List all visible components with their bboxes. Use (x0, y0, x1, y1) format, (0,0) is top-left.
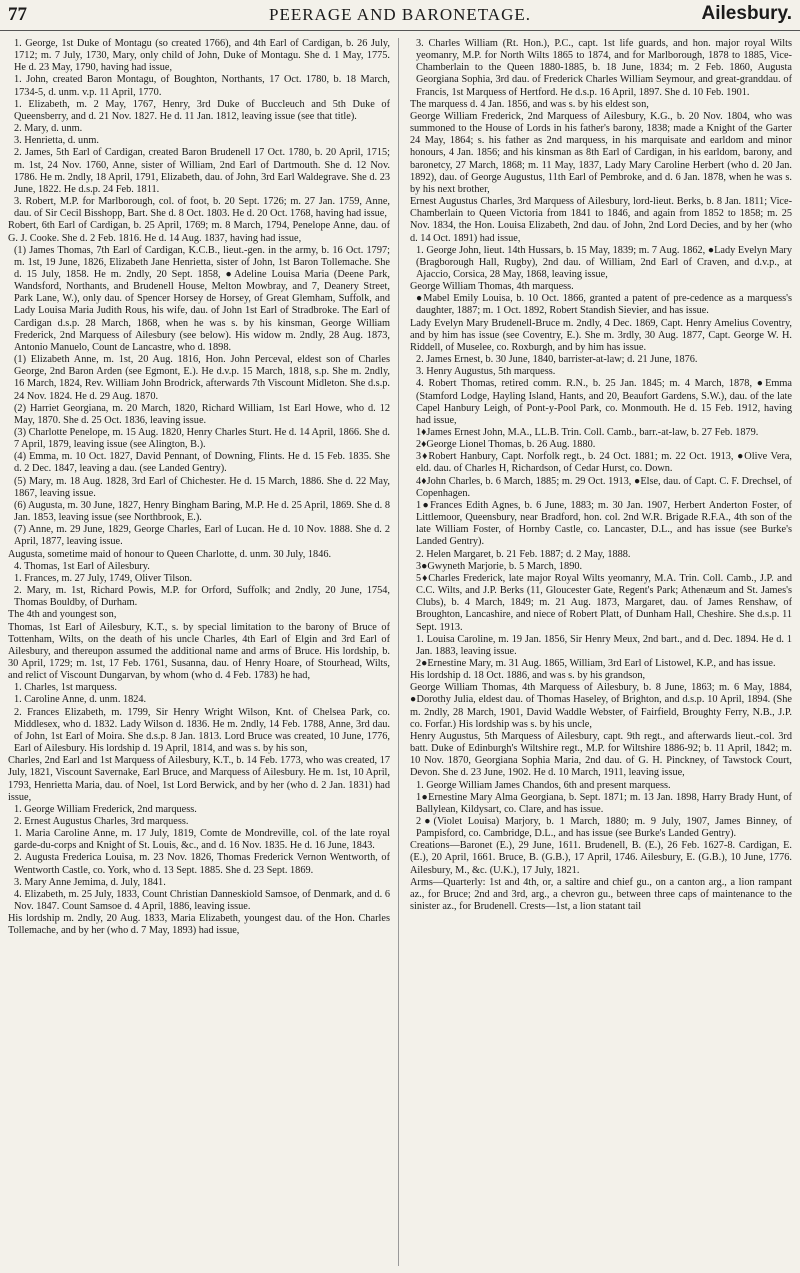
running-title: PEERAGE AND BARONETAGE. (269, 5, 531, 24)
paragraph: (6) Augusta, m. 30 June, 1827, Henry Bingham Baring, M.P. He d. 25 April, 1869. She d. 8 Jan. 1853, leaving issue (see Northbrook, E.). (14, 499, 390, 524)
paragraph: 1. Louisa Caroline, m. 19 Jan. 1856, Sir Henry Meux, 2nd bart., and d. Dec. 1894. He d. 1 Jan. 1883, leaving issue. (416, 633, 792, 657)
right-column (410, 38, 792, 1266)
paragraph: 3. Mary Anne Jemima, d. July, 1841. (14, 876, 166, 888)
entry-surname: Ailesbury. (701, 3, 792, 24)
paragraph: Augusta, sometime maid of honour to Queen Charlotte, d. unm. 30 July, 1846. (8, 548, 332, 560)
paragraph: George William Frederick, 2nd Marquess of Ailesbury, K.G., b. 20 Nov. 1804, who was summoned to the House of Lords in his father's barony, 1838; made a Knight of the Garter 24 May, 1864; s. his father as 2nd marquess, in his marquisate and earldom and minor honours, 4 Jan. 1856; and his kinsman as 8th Earl of Cardigan, in his earldom, barony, and baronetcy, 27 March, 1868; m. 11 May, 1837, Lady Mary Caroline Herbert (who d. 20 Jan. 1892), dau. of George Augustus, 11th Earl of Pembroke, and d. 6 Jan. 1878, when he was s. by his next brother, (410, 110, 792, 195)
paragraph: (7) Anne, m. 29 June, 1829, George Charles, Earl of Lucan. He d. 10 Nov. 1888. She d. 2 April, 1877, leaving issue. (14, 524, 390, 548)
paragraph: 2●Ernestine Mary, m. 31 Aug. 1865, William, 3rd Earl of Listowel, K.P., and has issue. (416, 657, 776, 669)
paragraph: 2. Mary, d. unm. (14, 123, 83, 135)
paragraph: 2. Augusta Frederica Louisa, m. 23 Nov. 1826, Thomas Frederick Vernon Wentworth, of Wentworth Castle, co. York, who d. 13 Sept. 1885. She d. 23 Sept. 1869. (14, 852, 390, 876)
paragraph: 1. Caroline Anne, d. unm. 1824. (14, 694, 147, 706)
paragraph: The marquess d. 4 Jan. 1856, and was s. by his eldest son, (410, 98, 649, 110)
paragraph: 1. John, created Baron Montagu, of Boughton, Northants, 17 Oct. 1780, b. 18 March, 1734-5, d. unm. v.p. 11 April, 1770. (14, 74, 390, 98)
paragraph: 4. Elizabeth, m. 25 July, 1833, Count Christian Danneskiold Samsoe, of Denmark, and d. 6 Nov. 1847. Count Samsoe d. 4 April, 1886, leaving issue. (14, 888, 390, 913)
paragraph: 1. Frances, m. 27 July, 1749, Oliver Tilson. (14, 572, 193, 584)
left-column (8, 38, 390, 1266)
paragraph: 2. Frances Elizabeth, m. 1799, Sir Henry Wright Wilson, Knt. of Chelsea Park, co. Middlesex, who d. 1832. Lady Wilson d. 1836. He m. 2ndly, 14 Feb. 1788, Anne, 3rd dau. of John, 1st Earl of Moira. She d.s.p. 8 Jan. 1813. Lord Bruce was created, 10 June, 1776, Earl of Ailesbury. His lordship d. 19 April, 1814, and was s. by his son, (14, 706, 390, 755)
page-number: 77 (8, 4, 27, 25)
paragraph: 2. Helen Margaret, b. 21 Feb. 1887; d. 2 May, 1888. (416, 548, 631, 560)
paragraph: 2♦George Lionel Thomas, b. 26 Aug. 1880. (416, 439, 596, 451)
column-divider (398, 38, 399, 1266)
paragraph: Henry Augustus, 5th Marquess of Ailesbury, capt. 9th regt., and afterwards lieut.-col. 3rd batt. Duke of Edinburgh's Wiltshire regt., M.P. for Wiltshire 1886-92; b. 11 April, 1842; m. 10 Nov. 1870, Georgiana Sophia Maria, 2nd dau. of G. H. Pinckney, of Tawstock Court, Devon. She d. 23 June, 1902. He d. 10 March, 1911, leaving issue, (410, 730, 792, 779)
paragraph: 2. James Ernest, b. 30 June, 1840, barrister-at-law; d. 21 June, 1876. (416, 354, 698, 366)
paragraph: 1●Frances Edith Agnes, b. 6 June, 1883; m. 30 Jan. 1907, Herbert Anderton Foster, of Littlemoor, Queensbury, near Bradford, hon. col. 2nd W.R. Brigade R.F.A., 4th son of the late William Foster, of Hornby Castle, co. Lancaster, D.L., and has issue (see Burke's Landed Gentry). (416, 499, 792, 548)
paragraph: 1. Charles, 1st marquess. (14, 682, 117, 694)
paragraph: 2. James, 5th Earl of Cardigan, created Baron Brudenell 17 Oct. 1780, b. 20 April, 1715; m. 1st, 24 Nov. 1760, Anne, sister of William, 2nd Earl of Dartmouth. She d. 12 Nov. 1786. He m. 2ndly, 18 April, 1791, Elizabeth, dau. of John, 3rd Earl Waldegrave. She d. 23 June, 1822. He d.s.p. 24 Feb. 1811. (14, 147, 390, 195)
paragraph: 3♦Robert Hanbury, Capt. Norfolk regt., b. 24 Oct. 1881; m. 22 Oct. 1913, ●Olive Vera, eld. dau. of Charles H, Richardson, of Cedar Hurst, co. Down. (416, 451, 792, 475)
paragraph: Arms—Quarterly: 1st and 4th, or, a saltire and chief gu., on a canton arg., a lion rampant az., for Bruce; 2nd and 3rd, arg., a chevron gu., between three caps of maintenance to the sinister az., for Brudenell. Crests—1st, a lion statant tail (410, 876, 792, 913)
paragraph: 1♦James Ernest John, M.A., LL.B. Trin. Coll. Camb., barr.-at-law, b. 27 Feb. 1879. (416, 427, 759, 438)
paragraph: The 4th and youngest son, (8, 609, 117, 621)
paragraph: 5♦Charles Frederick, late major Royal Wilts yeomanry, M.A. Trin. Coll. Camb., J.P. and C.C. Wilts, and J.P. Berks (11, Gloucester Gate, Regent's Park; Athenæum and St. James's Clubs), b. 4 March, 1849; m. 21 Aug. 1873, Margaret, dau. of James Renshaw, of Broughton, Lancashire, and niece of Robert Platt, of Dunham Hall, Cheshire. She d.s.p. 11 Sept. 1913. (416, 572, 792, 633)
paragraph: (1) Elizabeth Anne, m. 1st, 20 Aug. 1816, Hon. John Perceval, eldest son of Charles George, 2nd Baron Arden (see Egmont, E.). He d.v.p. 15 March, 1818, s.p. She m. 2ndly, 16 March, 1824, Rev. William John Brodrick, afterwards 7th Viscount Midleton. She d.s.p. 24 Nov. 1824. He d. 29 Aug. 1870. (14, 354, 390, 402)
paragraph: 1. George John, lieut. 14th Hussars, b. 15 May, 1839; m. 7 Aug. 1862, ●Lady Evelyn Mary (Bragborough Hall, Rugby), 2nd dau. of William, 2nd Earl of Craven, and d.v.p., at Ajaccio, Corsica, 28 May, 1868, leaving issue, (416, 244, 792, 280)
paragraph: (4) Emma, m. 10 Oct. 1827, David Pennant, of Downing, Flints. He d. 15 Feb. 1835. She d. 2 Dec. 1847, leaving a dau. (see Landed Gentry). (14, 451, 390, 475)
paragraph: Creations—Baronet (E.), 29 June, 1611. Brudenell, B. (E.), 26 Feb. 1627-8. Cardigan, E. (E.), 20 April, 1661. Bruce, B. (G.B.), 17 April, 1746. Ailesbury, E. (G.B.), 10 June, 1776. Ailesbury, M., &c. (U.K.), 17 July, 1821. (410, 840, 792, 876)
paragraph: (3) Charlotte Penelope, m. 15 Aug. 1820, Henry Charles Sturt. He d. 14 April, 1866. She d. 7 April, 1879, leaving issue (see Alington, B.). (14, 427, 390, 451)
paragraph: (5) Mary, m. 18 Aug. 1828, 3rd Earl of Chichester. He d. 15 March, 1886. She d. 22 May, 1867, leaving issue. (14, 475, 390, 499)
paragraph: Charles, 2nd Earl and 1st Marquess of Ailesbury, K.T., b. 14 Feb. 1773, who was created, 17 July, 1821, Viscount Savernake, Earl Bruce, and Marquess of Ailesbury. He m. 1st, 10 April, 1793, Henrietta Maria, dau. of Noel, 1st Lord Berwick, and by her (who d. 2 Jan. 1831) had issue, (8, 755, 390, 803)
paragraph: 1. Maria Caroline Anne, m. 17 July, 1819, Comte de Mondreville, col. of the late royal garde-du-corps and Knight of St. Louis, &c., and d. 16 Nov. 1835. He d. 16 June, 1843. (14, 828, 390, 852)
paragraph: His lordship m. 2ndly, 20 Aug. 1833, Maria Elizabeth, youngest dau. of the Hon. Charles Tollemache, and by her (who d. 7 May, 1893) had issue, (8, 913, 390, 937)
paragraph: (2) Harriet Georgiana, m. 20 March, 1820, Richard William, 1st Earl Howe, who d. 12 May, 1870. She d. 25 Oct. 1836, leaving issue. (14, 402, 390, 426)
paragraph: Ernest Augustus Charles, 3rd Marquess of Ailesbury, lord-lieut. Berks, b. 8 Jan. 1811; Vice-Chamberlain to Queen Victoria from 1841 to 1846, and again from 1852 to 1858; m. 25 Nov. 1834, the Hon. Louisa Elizabeth, 2nd dau. of John, 2nd Lord Decies, and by her (who d. 14 Oct. 1891) had issue, (410, 196, 792, 244)
paragraph: Thomas, 1st Earl of Ailesbury, K.T., s. by special limitation to the barony of Bruce of Tottenham, Wilts, on the death of his uncle Charles, 4th Earl of Elgin and 3rd Earl of Ailesbury, and thereupon assumed the additional name and arms of Bruce. His lordship, b. 30 April, 1729; m. 1st, 17 Feb. 1761, Susanna, dau. of Henry Hoare, of Stourhead, Wilts, and relict of Viscount Dungarvan, by whom (who d. 4 Feb. 1783) he had, (8, 621, 390, 682)
paragraph: 1●Ernestine Mary Alma Georgiana, b. Sept. 1871; m. 13 Jan. 1898, Harry Brady Hunt, of Ballylean, Kildysart, co. Clare, and has issue. (416, 791, 792, 815)
paragraph: 1. George William James Chandos, 6th and present marquess. (416, 779, 671, 791)
paragraph: 4. Thomas, 1st Earl of Ailesbury. (14, 560, 150, 572)
paragraph: 4♦John Charles, b. 6 March, 1885; m. 29 Oct. 1913, ●Else, dau. of Capt. C. F. Drechsel, of Copenhagen. (416, 475, 792, 499)
paragraph: 3. Henry Augustus, 5th marquess. (416, 366, 556, 378)
paragraph: 1. George, 1st Duke of Montagu (so created 1766), and 4th Earl of Cardigan, b. 26 July, 1712; m. 7 July, 1730, Mary, only child of John, Duke of Montagu. She d. 1 May, 1775. He d. 23 May, 1790, having had issue, (14, 38, 390, 74)
paragraph: 2. Mary, m. 1st, Richard Powis, M.P. for Orford, Suffolk; and 2ndly, 20 June, 1754, Thomas Bouldby, of Durham. (14, 585, 390, 609)
paragraph: 1. Elizabeth, m. 2 May, 1767, Henry, 3rd Duke of Buccleuch and 5th Duke of Queensberry, and d. 21 Nov. 1827. He d. 11 Jan. 1812, leaving issue (see that title). (14, 98, 390, 122)
paragraph: His lordship d. 18 Oct. 1886, and was s. by his grandson, (410, 670, 646, 682)
paragraph: Robert, 6th Earl of Cardigan, b. 25 April, 1769; m. 8 March, 1794, Penelope Anne, dau. of G. J. Cooke. She d. 2 Feb. 1816. He d. 14 Aug. 1837, having had issue, (8, 220, 390, 244)
paragraph: (1) James Thomas, 7th Earl of Cardigan, K.C.B., lieut.-gen. in the army, b. 16 Oct. 1797; m. 1st, 19 June, 1826, Elizabeth Jane Henrietta, sister of John, 1st Baron Tollemache. She d. 15 July, 1858. He m. 2ndly, 20 Sept. 1858, ●Adeline Louisa Maria (Deene Park, Wandsford, Northants, and Brudenell House, Melton Mowbray, and 7, Deanery Street, Park Lane, W.), only dau. of Spencer Horsey de Horsey, of Great Glemham, Suffolk, and Lady Louisa Maria Judith Rous, his wife, dau. of John 1st Earl of Stradbroke. The Earl of Cardigan d.s.p. 28 March, 1868, when he was s. by his kinsman, George William Frederick, 2nd Marquess of Ailesbury (see below). His widow m. 2ndly, 28 Aug. 1873, Antonio Manuelo, Count de Lancastre, who d. 1898. (14, 244, 390, 353)
paragraph: 3. Robert, M.P. for Marlborough, col. of foot, b. 20 Sept. 1726; m. 27 Jan. 1759, Anne, dau. of Sir Cecil Bisshopp, Bart. She d. 8 Oct. 1803. He d. 20 Oct. 1768, having had issue, (14, 196, 390, 220)
paragraph: George William Thomas, 4th marquess. (410, 281, 574, 293)
paragraph: ●Mabel Emily Louisa, b. 10 Oct. 1866, granted a patent of pre-cedence as a marquess's daughter, 1887; m. 1 Oct. 1892, Robert Standish Sievier, and has issue. (416, 293, 792, 317)
page-header (0, 0, 800, 31)
paragraph: 3●Gwyneth Marjorie, b. 5 March, 1890. (416, 560, 583, 572)
paragraph: George William Thomas, 4th Marquess of Ailesbury, b. 8 June, 1863; m. 6 May, 1884, ●Dorothy Julia, eldest dau. of Thomas Haseley, of Brighton, and d.s.p. 10 April, 1894. (She m. 2ndly, 28 March, 1901, David Waddle Webster, of Fairfield, Broughty Ferry, N.B., J.P. co. Forfar.) His lordship was s. by his uncle, (410, 682, 792, 730)
paragraph: Lady Evelyn Mary Brudenell-Bruce m. 2ndly, 4 Dec. 1869, Capt. Henry Amelius Coventry, and by him has issue (see Coventry, E.). She m. 3rdly, 30 Aug. 1877, Capt. George W. H. Riddell, of Muselee, co. Roxburgh, and by him has issue. (410, 317, 792, 353)
paragraph: 2. Ernest Augustus Charles, 3rd marquess. (14, 816, 189, 827)
paragraph: 4. Robert Thomas, retired comm. R.N., b. 25 Jan. 1845; m. 4 March, 1878, ●Emma (Stamford Lodge, Hayling Island, Hants, and 20, Beaufort Gardens, S.W.), dau. of the late Capel Hanbury Leigh, of Pont-y-Pool Park, co. Monmouth. He d. 15 Feb. 1912, having had issue, (416, 378, 792, 426)
paragraph: 3. Charles William (Rt. Hon.), P.C., capt. 1st life guards, and hon. major royal Wilts yeomanry, M.P. for North Wilts 1865 to 1874, and for Marlborough, 1878 to 1885, Vice-Chamberlain to the Queen 1880-1885, b. 18 June, 1834; m. 2 Feb. 1860, Augusta Georgiana Sophia, 3rd dau. of Frederick Charles William Seymour, and great-granddau. of Francis, 1st Marquess of Hertford. He d.s.p. 16 April, 1897. She d. 10 Feb. 1901. (416, 38, 792, 98)
paragraph: 1. George William Frederick, 2nd marquess. (14, 803, 197, 815)
paragraph: 2●(Violet Louisa) Marjory, b. 1 March, 1880; m. 9 July, 1907, James Binney, of Pampisford, co. Cambridge, D.L., and has issue (see Burke's Landed Gentry). (416, 816, 792, 840)
paragraph: 3. Henrietta, d. unm. (14, 135, 99, 147)
